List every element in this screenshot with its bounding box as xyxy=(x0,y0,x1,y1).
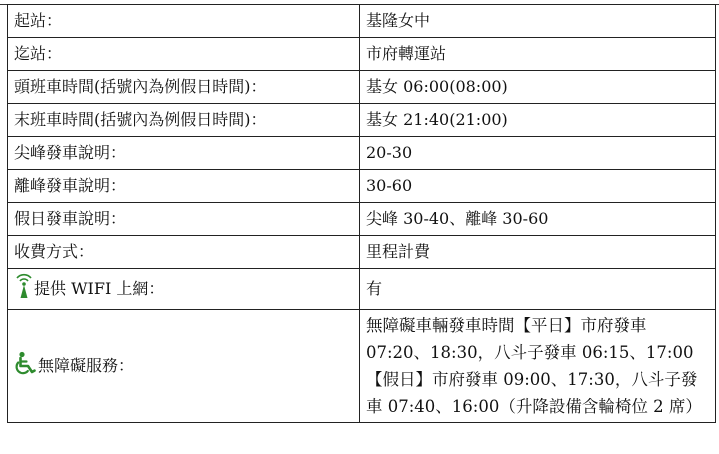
accessibility-value: 無障礙車輛發車時間【平日】市府發車07:20、18:30，八斗子發車 06:15、17:00【假日】市府發車 09:00、17:30，八斗子發車 07:40、16:00（升降設備含輪椅位 2 席） xyxy=(360,310,716,423)
wifi-value: 有 xyxy=(360,269,716,310)
table-row xyxy=(8,236,716,269)
table-row xyxy=(8,203,716,236)
bus-route-info-table xyxy=(7,4,716,423)
start-station-value: 基隆女中 xyxy=(360,5,716,38)
table-row xyxy=(8,170,716,203)
accessibility-label-cell xyxy=(8,310,360,423)
peak-headway-label: 尖峰發車說明： xyxy=(8,137,360,170)
offpeak-headway-label: 離峰發車說明： xyxy=(8,170,360,203)
table-row xyxy=(8,71,716,104)
table-row xyxy=(8,137,716,170)
table-row xyxy=(8,269,716,310)
wifi-label: 提供 WIFI 上網： xyxy=(34,279,165,298)
last-bus-time-value: 基女 21:40(21:00) xyxy=(360,104,716,137)
start-station-label: 起站： xyxy=(8,5,360,38)
table-row xyxy=(8,38,716,71)
first-bus-time-value: 基女 06:00(08:00) xyxy=(360,71,716,104)
table-row xyxy=(8,5,716,38)
holiday-headway-value: 尖峰 30-40、離峰 30-60 xyxy=(360,203,716,236)
table-row xyxy=(8,310,716,423)
offpeak-headway-value: 30-60 xyxy=(360,170,716,203)
wheelchair-icon xyxy=(14,351,38,381)
table-row xyxy=(8,104,716,137)
wifi-label-cell xyxy=(8,269,360,310)
holiday-headway-label: 假日發車說明： xyxy=(8,203,360,236)
accessibility-label: 無障礙服務： xyxy=(38,356,135,375)
wifi-antenna-icon xyxy=(14,273,34,305)
end-station-label: 迄站： xyxy=(8,38,360,71)
fare-method-value: 里程計費 xyxy=(360,236,716,269)
peak-headway-value: 20-30 xyxy=(360,137,716,170)
first-bus-time-label: 頭班車時間(括號內為例假日時間)： xyxy=(8,71,360,104)
end-station-value: 市府轉運站 xyxy=(360,38,716,71)
last-bus-time-label: 末班車時間(括號內為例假日時間)： xyxy=(8,104,360,137)
fare-method-label: 收費方式： xyxy=(8,236,360,269)
